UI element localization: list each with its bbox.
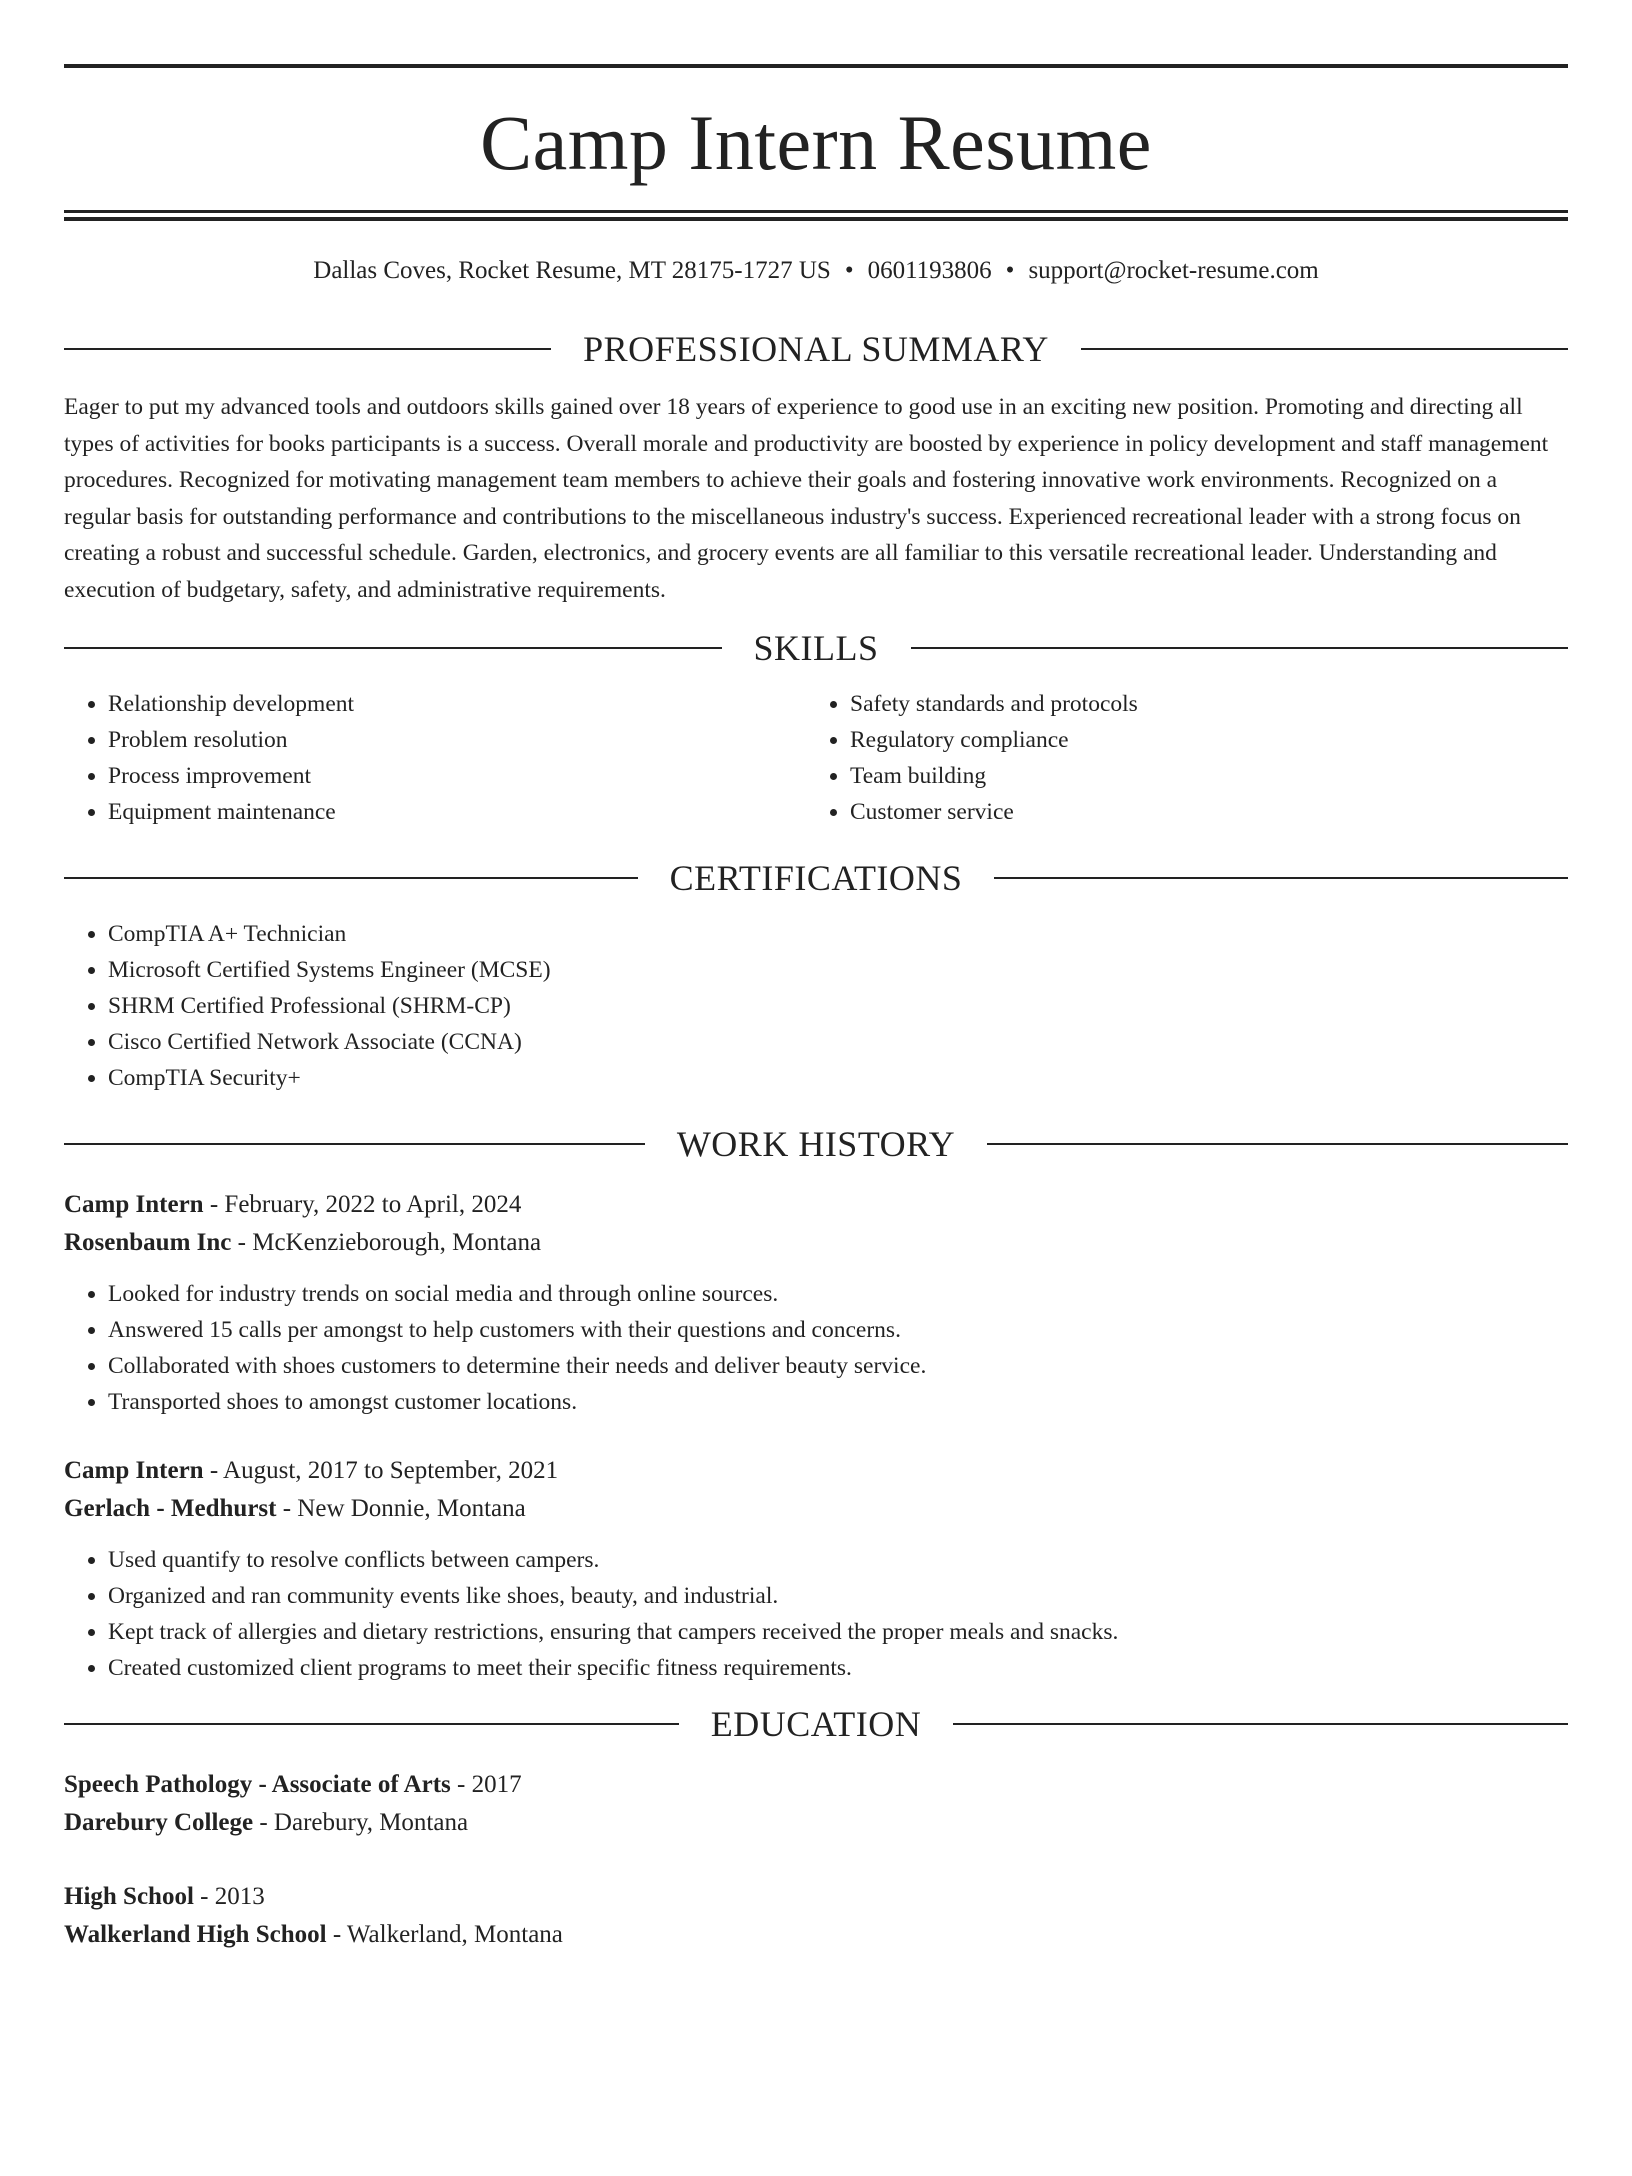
job-bullet: • Used quantify to resolve conflicts between campers.	[108, 1542, 1568, 1578]
job-location: - McKenzieborough, Montana	[231, 1229, 542, 1256]
certification-item: • Cisco Certified Network Associate (CCNA)	[108, 1024, 1568, 1060]
heading-rule	[64, 1723, 679, 1725]
skill-item: • Customer service	[850, 794, 1548, 830]
job-bullet: • Organized and ran community events like shoes, beauty, and industrial.	[108, 1578, 1568, 1614]
education-year: - 2013	[193, 1883, 265, 1910]
education-degree: High School	[64, 1883, 194, 1910]
education-entry	[64, 1878, 1568, 1954]
job-entry	[64, 1186, 1568, 1420]
certification-item: • CompTIA Security+	[108, 1060, 1568, 1096]
job-location: - New Donnie, Montana	[276, 1495, 526, 1522]
contact-separator: •	[1005, 257, 1015, 284]
heading-rule	[1081, 348, 1568, 350]
contact-phone: 0601193806	[867, 257, 992, 284]
skill-item: • Regulatory compliance	[850, 722, 1548, 758]
education-school-line	[64, 1804, 1568, 1842]
job-bullet: • Created customized client programs to meet their specific fitness requirements.	[108, 1650, 1568, 1686]
top-rule	[64, 64, 1568, 68]
heading-rule	[64, 647, 722, 649]
job-dates: - August, 2017 to September, 2021	[203, 1457, 559, 1484]
job-title-line	[64, 1452, 1568, 1490]
job-bullet: • Kept track of allergies and dietary restrictions, ensuring that campers received the proper meals and snacks.	[108, 1614, 1568, 1650]
education-degree: Speech Pathology - Associate of Arts	[64, 1771, 451, 1798]
skill-item: • Process improvement	[108, 758, 806, 794]
heading-rule	[994, 877, 1568, 879]
education-year: - 2017	[450, 1771, 522, 1798]
job-company-line	[64, 1224, 1568, 1262]
summary-heading-label: PROFESSIONAL SUMMARY	[583, 329, 1049, 369]
education-degree-line	[64, 1766, 1568, 1804]
skills-column-right	[806, 686, 1548, 830]
heading-rule	[64, 348, 551, 350]
work-history-heading-label: WORK HISTORY	[676, 1124, 956, 1164]
job-title-line	[64, 1186, 1568, 1224]
skills-heading	[64, 626, 1568, 670]
job-company: Gerlach - Medhurst	[64, 1495, 277, 1522]
job-title: Camp Intern	[64, 1457, 204, 1484]
job-entry	[64, 1452, 1568, 1686]
skills-column-left	[64, 686, 806, 830]
certifications-heading	[64, 856, 1568, 900]
certifications-bullets	[64, 916, 1568, 1096]
job-bullet: • Transported shoes to amongst customer locations.	[108, 1384, 1568, 1420]
skill-item: • Safety standards and protocols	[850, 686, 1548, 722]
job-bullets	[64, 1542, 1568, 1686]
skill-item: • Relationship development	[108, 686, 806, 722]
title-double-rule	[64, 210, 1568, 221]
education-location: - Walkerland, Montana	[326, 1921, 563, 1948]
education-heading	[64, 1702, 1568, 1746]
certification-item: • SHRM Certified Professional (SHRM-CP)	[108, 988, 1568, 1024]
education-school: Walkerland High School	[64, 1921, 327, 1948]
certification-item: • CompTIA A+ Technician	[108, 916, 1568, 952]
education-school-line	[64, 1916, 1568, 1954]
summary-text: Eager to put my advanced tools and outdoors skills gained over 18 years of experience to good use in an exciting new position. Promoting and directing all types of activities for books participants is a success. Overall morale and productivity are boosted by experience in policy development and staff management procedures. Recognized for motivating management team members to achieve their goals and fostering innovative work environments. Recognized on a regular basis for outstanding performance and contributions to the miscellaneous industry's success. Experienced recreational leader with a strong focus on creating a robust and successful schedule. Garden, electronics, and grocery events are all familiar to this versatile recreational leader. Understanding and execution of budgetary, safety, and administrative requirements.	[64, 394, 1549, 603]
heading-rule	[953, 1723, 1568, 1725]
certifications-list	[64, 916, 1568, 1096]
job-dates: - February, 2022 to April, 2024	[203, 1191, 522, 1218]
resume-page	[0, 64, 1632, 2176]
contact-address: Dallas Coves, Rocket Resume, MT 28175-1727 US	[313, 257, 831, 284]
work-history-heading	[64, 1122, 1568, 1166]
skill-item: • Equipment maintenance	[108, 794, 806, 830]
education-heading-label: EDUCATION	[710, 1704, 922, 1744]
job-company: Rosenbaum Inc	[64, 1229, 232, 1256]
certifications-heading-label: CERTIFICATIONS	[669, 858, 963, 898]
job-bullet: • Collaborated with shoes customers to determine their needs and deliver beauty service.	[108, 1348, 1568, 1384]
education-school: Darebury College	[64, 1809, 254, 1836]
education-location: - Darebury, Montana	[253, 1809, 469, 1836]
heading-rule	[911, 647, 1569, 649]
education-entry	[64, 1766, 1568, 1842]
heading-rule	[64, 877, 638, 879]
contact-line	[64, 255, 1568, 287]
heading-rule	[987, 1143, 1568, 1145]
heading-rule	[64, 1143, 645, 1145]
job-title: Camp Intern	[64, 1191, 204, 1218]
job-bullet: • Looked for industry trends on social media and through online sources.	[108, 1276, 1568, 1312]
job-bullet: • Answered 15 calls per amongst to help customers with their questions and concerns.	[108, 1312, 1568, 1348]
summary-heading	[64, 327, 1568, 371]
job-company-line	[64, 1490, 1568, 1528]
skill-item: • Team building	[850, 758, 1548, 794]
skills-list	[64, 686, 1568, 830]
skills-heading-label: SKILLS	[753, 628, 879, 668]
resume-title: Camp Intern Resume	[480, 99, 1152, 186]
job-bullets	[64, 1276, 1568, 1420]
education-degree-line	[64, 1878, 1568, 1916]
contact-separator: •	[844, 257, 854, 284]
skill-item: • Problem resolution	[108, 722, 806, 758]
certification-item: • Microsoft Certified Systems Engineer (MCSE)	[108, 952, 1568, 988]
contact-email: support@rocket-resume.com	[1028, 257, 1319, 284]
